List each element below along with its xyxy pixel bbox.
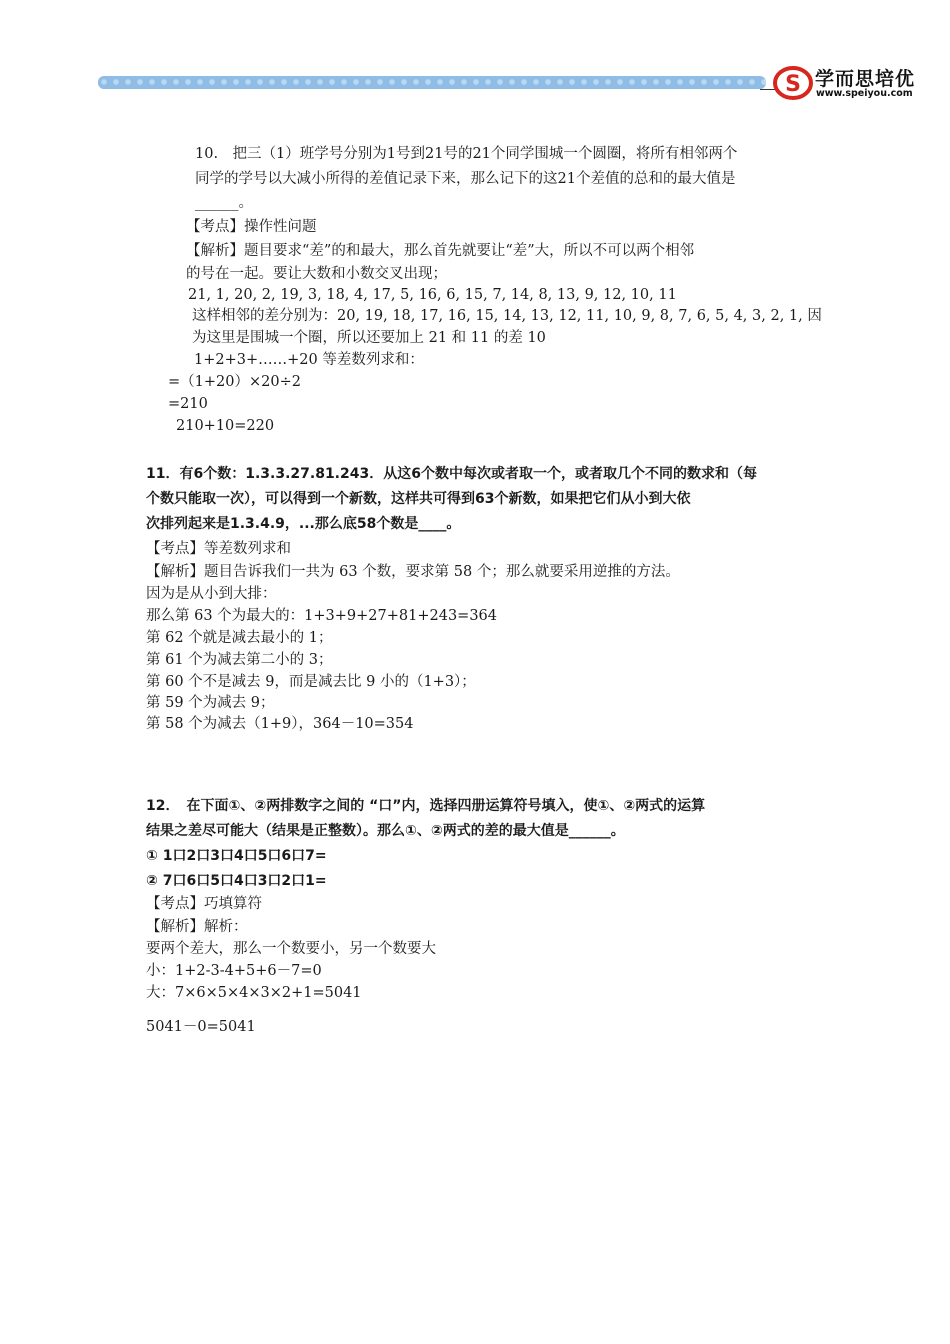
brand-name: 学而思培优 — [815, 68, 916, 90]
q10-answer: 210+10=220 — [176, 418, 275, 434]
q10-topic: 【考点】操作性问题 — [186, 219, 317, 235]
q11-answer: 第 58 个为减去（1+9），364－10=354 — [146, 716, 414, 732]
brand-logo-icon — [773, 66, 813, 100]
q10-sequence: 21, 1, 20, 2, 19, 3, 18, 4, 17, 5, 16, 6, 15, 7, 14, 8, 13, 9, 12, 10, 11 — [188, 287, 677, 303]
q10-question-line: 同学的学号以大减小所得的差值记录下来，那么记下的这21个差值的总和的最大值是 — [195, 171, 736, 187]
q10-analysis-line: 的号在一起。要让大数和小数交叉出现； — [186, 266, 447, 282]
q11-analysis-line: 第 59 个为减去 9； — [146, 695, 275, 711]
q10-calc-step: =（1+20）×20÷2 — [168, 374, 301, 390]
q11-question-line: 11．有6个数：1.3.3.27.81.243．从这6个数中每次或者取一个，或者取几个不同的数求和（每 — [146, 466, 757, 482]
q12-analysis: 【解析】解析： — [146, 919, 248, 935]
q11-analysis-line: 那么第 63 个为最大的：1+3+9+27+81+243=364 — [146, 608, 497, 624]
q11-question-line: 个数只能取一次），可以得到一个新数，这样共可得到63个新数，如果把它们从小到大依 — [146, 491, 691, 507]
q12-expression-2: ② 7口6口5口4口3口2口1= — [146, 873, 327, 889]
q12-topic: 【考点】巧填算符 — [146, 896, 262, 912]
q10-differences: 这样相邻的差分别为：20, 19, 18, 17, 16, 15, 14, 13, 12, 11, 10, 9, 8, 7, 6, 5, 4, 3, 2, 1, 因 — [192, 308, 822, 324]
q11-analysis-line: 第 60 个不是减去 9，而是减去比 9 小的（1+3）； — [146, 674, 476, 690]
q10-analysis: 【解析】题目要求“差”的和最大，那么首先就要让“差”大，所以不可以两个相邻 — [186, 243, 695, 259]
q10-analysis-line: 为这里是围城一个圈，所以还要加上 21 和 11 的差 10 — [192, 330, 546, 346]
q12-small-result: 小：1+2-3-4+5+6－7=0 — [146, 963, 322, 979]
header-decorative-band — [98, 76, 766, 89]
brand-url: www.speiyou.com — [816, 88, 913, 99]
q12-analysis-line: 要两个差大，那么一个数要小，另一个数要大 — [146, 941, 436, 957]
q12-large-result: 大：7×6×5×4×3×2+1=5041 — [146, 985, 362, 1001]
q11-analysis: 【解析】题目告诉我们一共为 63 个数，要求第 58 个；那么就要采用逆推的方法。 — [146, 564, 680, 580]
q11-analysis-line: 因为是从小到大排： — [146, 586, 277, 602]
q11-analysis-line: 第 61 个为减去第二小的 3； — [146, 652, 333, 668]
q12-answer: 5041－0=5041 — [146, 1019, 256, 1035]
q11-topic: 【考点】等差数列求和 — [146, 541, 291, 557]
q10-answer-blank: ______。 — [195, 195, 253, 211]
q10-question-line: 10. 把三（1）班学号分别为1号到21号的21个同学围城一个圆圈，将所有相邻两个 — [195, 146, 738, 162]
q12-question-line: 结果之差尽可能大（结果是正整数）。那么①、②两式的差的最大值是______。 — [146, 823, 625, 839]
q10-calc-step: =210 — [168, 396, 208, 412]
q12-question-line: 12． 在下面①、②两排数字之间的 “口”内，选择四册运算符号填入，使①、②两式的运算 — [146, 798, 706, 814]
q10-sum-formula: 1+2+3+……+20 等差数列求和： — [194, 352, 424, 368]
q12-expression-1: ① 1口2口3口4口5口6口7= — [146, 848, 327, 864]
q11-analysis-line: 第 62 个就是减去最小的 1； — [146, 630, 333, 646]
q11-question-line: 次排列起来是1.3.4.9，...那么底58个数是____。 — [146, 516, 461, 532]
logo-letter: S — [785, 72, 801, 97]
